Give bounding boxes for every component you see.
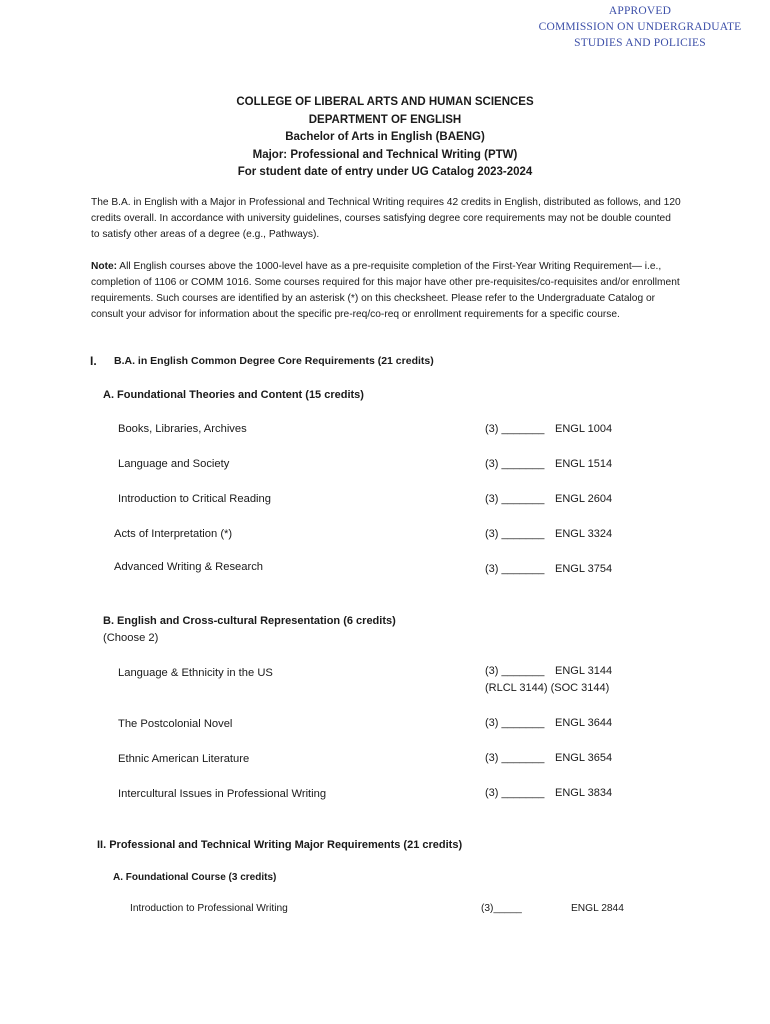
department-name: DEPARTMENT OF ENGLISH [308,113,462,126]
course-name: Ethnic American Literature [118,753,250,765]
credit-blank: (3) _______ [485,752,545,764]
course-name: Introduction to Professional Writing [130,903,288,914]
section-1-numeral: I. [90,354,97,368]
credit-blank: (3) _______ [485,563,545,575]
course-code: ENGL 3754 [555,563,613,575]
college-name: COLLEGE OF LIBERAL ARTS AND HUMAN SCIENCES [236,96,534,108]
course-code: ENGL 1514 [555,458,613,470]
stamp-line-commission: COMMISSION ON UNDERGRADUATE [538,21,742,33]
course-code: ENGL 3144 [555,665,613,677]
course-name: Language & Ethnicity in the US [118,667,273,679]
course-name: Books, Libraries, Archives [118,423,247,435]
course-code: ENGL 3654 [555,752,613,764]
note-paragraph [91,259,681,323]
course-name: Intercultural Issues in Professional Writing [118,788,327,800]
group-b-title: B. English and Cross-cultural Representation (6 credits) [103,615,396,627]
credit-blank: (3) _______ [485,787,545,799]
stamp-line-studies: STUDIES AND POLICIES [574,37,706,49]
course-code: ENGL 2604 [555,493,613,505]
intro-paragraph: The B.A. in English with a Major in Professional and Technical Writing requires 42 credits in English, distributed as follows, and 120 credits overall. In accordance with university guidelines, courses satisfying degree core requirements may not be double counted to satisfy other areas of a degree (e.g., Pathways). [91,197,681,240]
course-name: Advanced Writing & Research [114,561,264,573]
note-text: All English courses above the 1000-level have as a pre-requisite completion of the First-Year Writing Requirement— i.e., completion of 1106 or COMM 1016. Some courses required for this major have other pre-requisites/co-requisites and/or enrollment requirements. Such courses are identified by an asterisk (*) on this checksheet. Please refer to the Undergraduate Catalog or consult your advisor for information about the specific pre-req/co-req or enrollment requirements for a specific course. [91,261,680,320]
stamp-line-approved: APPROVED [608,5,672,17]
catalog-year: For student date of entry under UG Catalog 2023-2024 [237,166,533,178]
course-code: ENGL 3644 [555,717,613,729]
credit-blank: (3) _______ [485,665,545,677]
course-code: ENGL 2844 [571,903,624,914]
credit-blank: (3) _______ [485,458,545,470]
course-name: Introduction to Critical Reading [118,493,271,505]
course-code: ENGL 1004 [555,423,613,435]
course-name: The Postcolonial Novel [118,718,233,730]
credit-blank: (3) _______ [485,528,545,540]
section-2-title: II. Professional and Technical Writing Major Requirements (21 credits) [97,839,463,851]
credit-blank: (3) _______ [485,717,545,729]
course-code: ENGL 3324 [555,528,613,540]
credit-blank: (3)_____ [481,903,522,914]
document-header [0,94,770,182]
degree-name: Bachelor of Arts in English (BAENG) [285,131,485,143]
course-name: Language and Society [118,458,230,470]
major-name: Major: Professional and Technical Writing (PTW) [252,148,518,161]
credit-blank: (3) _______ [485,493,545,505]
approval-stamp [520,3,760,51]
course-name: Acts of Interpretation (*) [114,528,233,540]
cross-listed-codes: (RLCL 3144) (SOC 3144) [485,682,610,694]
section-2-group-a-title: A. Foundational Course (3 credits) [113,872,277,883]
note-label: Note: [91,261,118,272]
credit-blank: (3) _______ [485,423,545,435]
group-b-choose: (Choose 2) [103,632,159,644]
section-1-title: B.A. in English Common Degree Core Requirements (21 credits) [114,355,434,367]
group-a-title: A. Foundational Theories and Content (15 credits) [103,389,364,401]
course-code: ENGL 3834 [555,787,613,799]
